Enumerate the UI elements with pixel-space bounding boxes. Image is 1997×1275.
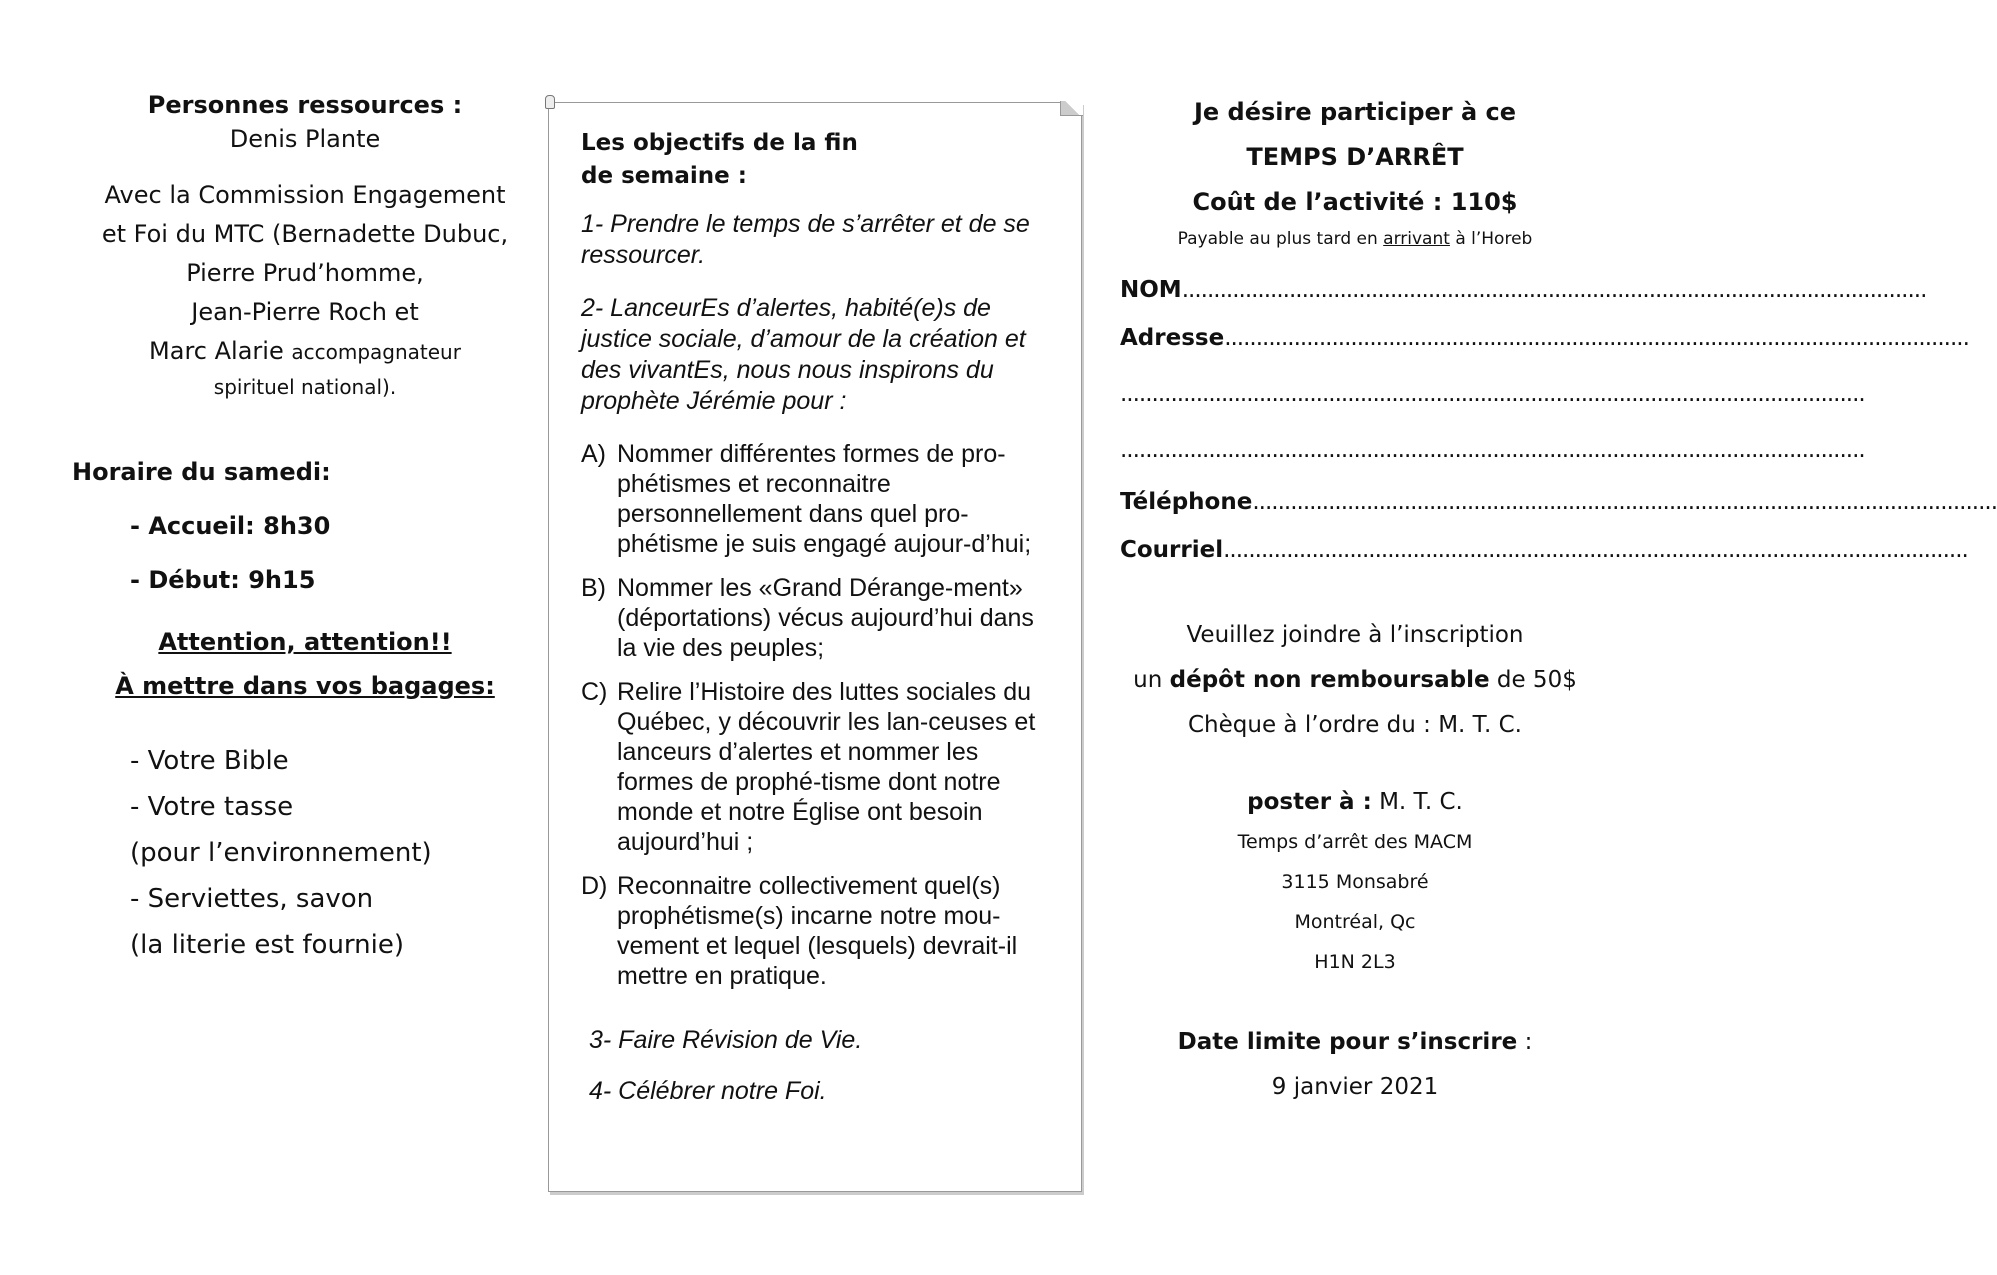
deposit-line-3: Chèque à l’ordre du : M. T. C. <box>1188 712 1522 738</box>
email-label: Courriel <box>1120 537 1224 563</box>
address-line: 3115 Monsabré <box>1281 871 1429 893</box>
email-field[interactable] <box>1120 537 1968 563</box>
mail-to-recipient: M. T. C. <box>1371 789 1463 815</box>
sub-objective-c <box>581 677 1053 857</box>
objective-4: 4- Célébrer notre Foi. <box>589 1077 827 1105</box>
deadline-colon: : <box>1517 1029 1533 1055</box>
schedule-title: Horaire du samedi: <box>72 458 331 486</box>
commission-last-line: spirituel national). <box>213 375 397 399</box>
address-line: Montréal, Qc <box>1294 911 1416 933</box>
mail-to <box>1120 782 1590 822</box>
sub-letter: A) <box>581 440 606 468</box>
bagage-item: (pour l’environnement) <box>130 838 432 868</box>
marc-role: accompagnateur <box>291 340 461 364</box>
bagages-heading: À mettre dans vos bagages: <box>115 672 495 700</box>
objectives-title: de semaine : <box>581 163 747 189</box>
name-label: NOM <box>1120 277 1182 303</box>
sub-text: Relire l’Histoire des luttes sociales du Québec, y découvrir les lan-ceuses et lanceurs d’alertes et nommer les formes de prophé-tisme dont notre monde et notre Église ont besoin aujourd’hui ; <box>617 678 1036 856</box>
payment-note-underlined: arrivant <box>1383 229 1450 249</box>
fill-line: ...................................................................................................................... <box>1252 489 1997 515</box>
objective-1: 1- Prendre le temps de s’arrêter et de se ressourcer. <box>581 210 1030 269</box>
bagage-item: - Votre Bible <box>130 746 289 776</box>
event-name: TEMPS D’ARRÊT <box>1246 143 1464 171</box>
address-line-3[interactable] <box>1120 437 1865 463</box>
payment-note-a: Payable au plus tard en <box>1177 229 1384 249</box>
deadline-label: Date limite pour s’inscrire <box>1177 1029 1518 1055</box>
schedule-item: - Début: 9h15 <box>130 566 316 594</box>
sub-letter: D) <box>581 872 608 900</box>
fill-line: ...................................................................................................................... <box>1224 325 1969 351</box>
bagage-item: (la literie est fournie) <box>130 930 404 960</box>
name-field[interactable] <box>1120 277 1927 303</box>
phone-label: Téléphone <box>1120 489 1253 515</box>
address-line: Temps d’arrêt des MACM <box>1237 831 1473 853</box>
commission-line: Pierre Prud’homme, <box>186 259 424 287</box>
payment-note-b: à l’Horeb <box>1449 229 1533 249</box>
resources-name: Denis Plante <box>229 125 381 153</box>
registration-column <box>1120 90 1997 1110</box>
sub-letter: C) <box>581 678 608 706</box>
address-label: Adresse <box>1120 325 1225 351</box>
address-line-2[interactable] <box>1120 381 1865 407</box>
sub-letter: B) <box>581 574 606 602</box>
objective-3: 3- Faire Révision de Vie. <box>589 1026 863 1054</box>
fill-line: ...................................................................................................................... <box>1181 277 1927 303</box>
attention-heading: Attention, attention!! <box>158 628 452 656</box>
pin-icon <box>545 95 555 109</box>
address-block <box>1120 822 1590 982</box>
fill-line: ...................................................................................................................... <box>1223 537 1968 563</box>
sub-objective-a <box>581 439 1053 559</box>
left-column <box>60 88 550 968</box>
objectives-title: Les objectifs de la fin <box>581 130 858 156</box>
marc-name: Marc Alarie <box>149 337 284 365</box>
commission-line: Avec la Commission Engagement <box>104 181 506 209</box>
bagage-item: - Serviettes, savon <box>130 884 374 914</box>
sub-text: Reconnaitre collectivement quel(s) prophétisme(s) incarne notre mou-vement et lequel (lesquels) devrait-il mettre en pratique. <box>617 872 1018 990</box>
sub-text: Nommer différentes formes de pro-phétismes et reconnaitre personnellement dans quel pro-phétisme je suis engagé aujour-d’hui; <box>617 440 1032 558</box>
schedule-item: - Accueil: 8h30 <box>130 512 331 540</box>
phone-field[interactable] <box>1120 489 1997 515</box>
deposit-line-2a: un <box>1133 667 1170 693</box>
sub-text: Nommer les «Grand Dérange-ment» (déportations) vécus aujourd’hui dans la vie des peuples; <box>617 574 1034 662</box>
page-fold-corner <box>1060 101 1083 116</box>
resources-title: Personnes ressources : <box>147 91 463 119</box>
commission-line: et Foi du MTC (Bernadette Dubuc, <box>101 220 509 248</box>
address-line: H1N 2L3 <box>1314 951 1396 973</box>
address-field[interactable] <box>1120 325 1969 351</box>
payment-note <box>1120 229 1590 249</box>
deadline <box>1120 1020 1590 1110</box>
sub-objective-d <box>581 871 1053 991</box>
deadline-label-line <box>1120 1020 1590 1065</box>
bagages-list <box>60 738 550 968</box>
fill-line: ...................................................................................................................... <box>1120 381 1865 407</box>
sub-objective-b <box>581 573 1053 663</box>
deposit-line-1: Veuillez joindre à l’inscription <box>1186 622 1524 648</box>
registration-form <box>1120 277 1997 563</box>
commission-line: Jean-Pierre Roch et <box>191 298 419 326</box>
deposit-note <box>1120 613 1590 748</box>
objectives-panel <box>548 102 1082 1192</box>
deposit-emphasis: dépôt non remboursable <box>1169 667 1490 693</box>
bagage-item: - Votre tasse <box>130 792 294 822</box>
participate-line: Je désire participer à ce <box>1193 98 1517 126</box>
objective-2: 2- LanceurEs d’alertes, habité(e)s de justice sociale, d’amour de la création et des vivantEs, nous nous inspirons du prophète Jérémie pour : <box>581 294 1026 415</box>
cost-line: Coût de l’activité : 110$ <box>1192 188 1518 216</box>
mail-to-label: poster à : <box>1247 789 1372 815</box>
deposit-line-2c: de 50$ <box>1489 667 1577 693</box>
fill-line: ...................................................................................................................... <box>1120 437 1865 463</box>
deadline-date: 9 janvier 2021 <box>1271 1074 1439 1100</box>
deposit-line-2 <box>1120 658 1590 703</box>
commission-line <box>60 332 550 372</box>
